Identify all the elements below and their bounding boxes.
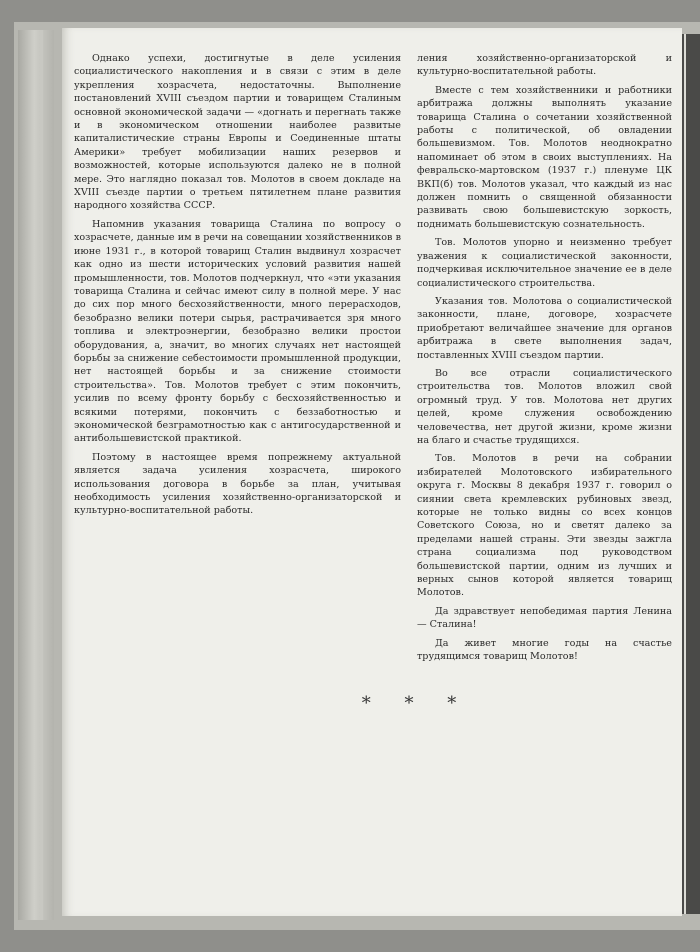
paragraph: Тов. Молотов в речи на собрании избирателей Молотовского избирательного округа г. Москвы 8 декабря 1937 г. говорил о сиянии света кремлевских рубиновых звезд, которые не только видны со всех концов Советского Союза, но и светят далеко за пределами нашей страны. Эти звезды зажгла страна социализма под руководством большевистской партии, одним из лучших и верных сынов которой является товарищ Молотов.: [417, 453, 672, 599]
paragraph: Указания тов. Молотова о социалистической законности, плане, договоре, хозрасчете приобретают величайшее значение для органов арбитража в свете выполнения задач, поставленных XVIII съездом партии.: [417, 295, 672, 361]
section-divider-stars: * * *: [361, 693, 471, 714]
paragraph: Тов. Молотов упорно и неизменно требует уважения к социалистической законности, подчеркивая исключительное значение ее в деле социалистического строительства.: [417, 237, 672, 289]
right-column: [417, 52, 672, 668]
book-spine: [18, 30, 54, 920]
paragraph: Однако успехи, достигнутые в деле усиления социалистического накопления и в связи с этим в деле укрепления хозрасчета, недостаточны. Выполнение постановлений XVIII съездом партии и товарищем Сталиным основной экономической задачи — «догнать и перегнать также и в экономическом отношении наиболее развитые капиталистические страны Европы и Соединенные штаты Америки» требует мобилизации наших резервов и возможностей, которые используются далеко не в полной мере. Это наглядно показал тов. Молотов в своем докладе на XVIII съезде партии о третьем пятилетнем плане развития народного хозяйства СССР.: [74, 53, 401, 212]
slogan: Да здравствует непобедимая партия Ленина — Сталина!: [417, 605, 672, 631]
paragraph: Поэтому в настоящее время попрежнему актуальной является задача усиления хозрасчета, широкого использования договора в борьбе за план, учитывая необходимость усиления хозяйственно-организаторской и культурно-воспитательной работы.: [74, 451, 401, 517]
page-edge: [682, 34, 700, 914]
paragraph: Напомнив указания товарища Сталина по вопросу о хозрасчете, данные им в речи на совещании хозяйственников в июне 1931 г., в которой товарищ Сталин выдвинул хозрасчет как одно из шести исторических условий развития нашей промышленности, тов. Молотов подчеркнул, что «эти указания товарища Сталина и сейчас имеют силу в полной мере. У нас до сих пор много бесхозяйственности, много перерасходов, безобразно велики потери сырья, растрачивается зря много топлива и электроэнергии, безобразно велики простои оборудования, а, значит, во многих случаях нет настоящей борьбы за снижение себестоимости промышленной продукции, нет настоящей борьбы и за снижение стоимости строительства». Тов. Молотов требует с этим покончить, усилив по всему фронту борьбу с бесхозяйственностью и всякими потерями, покончить с беззаботностью и экономической безграмотностью как с антигосударственной и антибольшевистской практикой.: [74, 218, 401, 445]
paragraph: Во все отрасли социалистического строительства тов. Молотов вложил свой огромный труд. У тов. Молотова нет других целей, кроме служения освобождению человечества, нет другой жизни, кроме жизни на благо и счастье трудящихся.: [417, 367, 672, 446]
paragraph-continuation: ления хозяйственно-организаторской и культурно-воспитательной работы.: [417, 53, 672, 78]
left-column: [74, 52, 401, 523]
paragraph: Вместе с тем хозяйственники и работники арбитража должны выполнять указание товарища Сталина о сочетании хозяйственной работы с политической, об овладении большевизмом. Тов. Молотов неоднократно напоминает об этом в своих выступлениях. На февральско-мартовском (1937 г.) пленуме ЦК ВКП(б) тов. Молотов указал, что каждый из нас должен помнить о священной обязанности развивать свою большевистскую зоркость, поднимать большевистскую сознательность.: [417, 84, 672, 230]
slogan: Да живет многие годы на счастье трудящимся товарищ Молотов!: [417, 637, 672, 663]
